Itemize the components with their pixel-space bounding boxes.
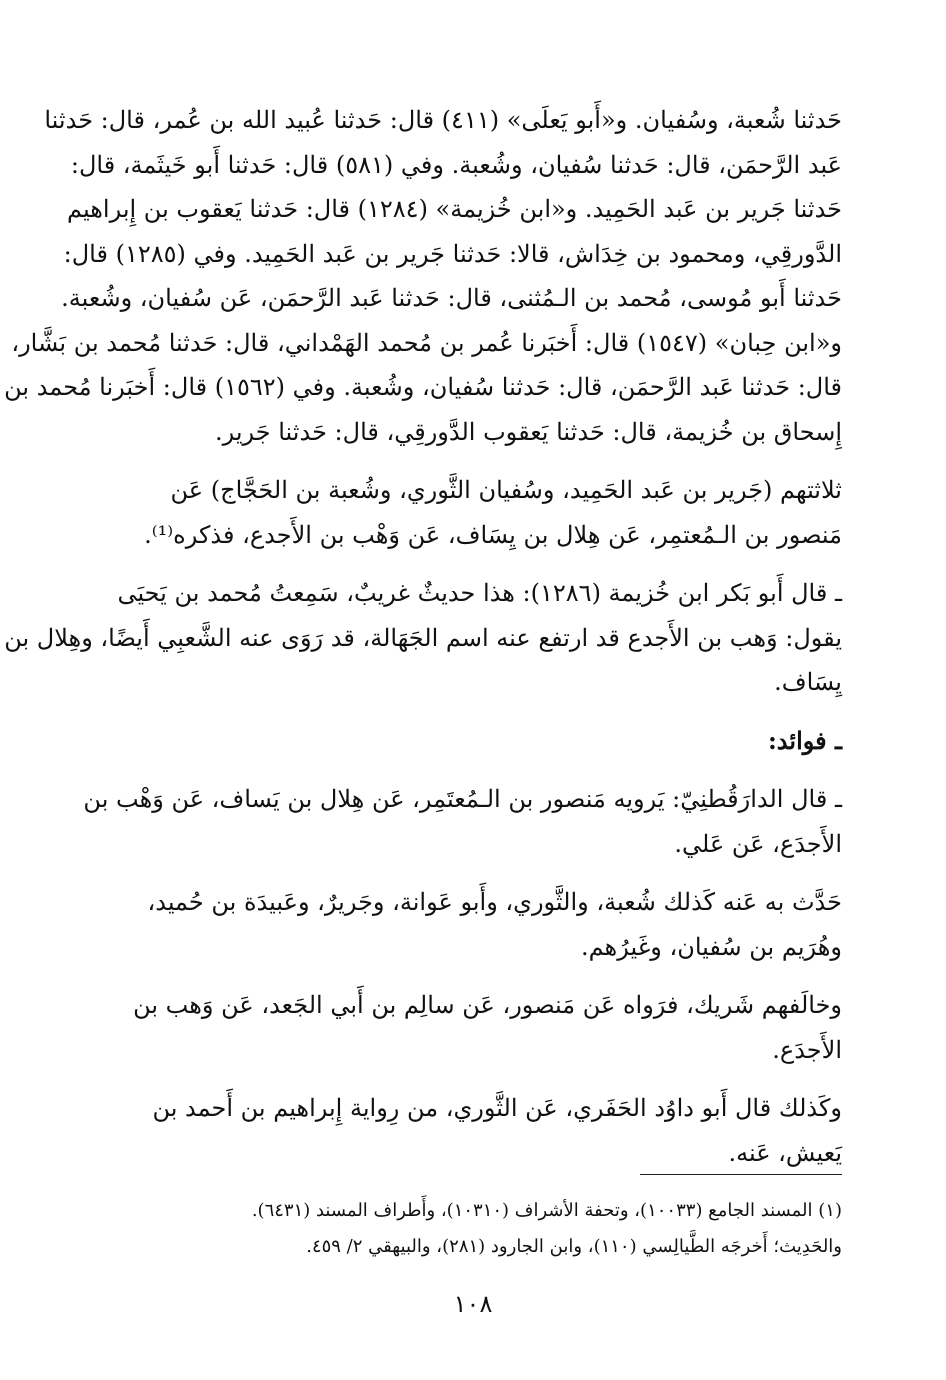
text-line: ثلاثتهم (جَرير بن عَبد الحَمِيد، وسُفيان الثَّوري، وشُعبة بن الحَجَّاج) عَن (170, 476, 842, 504)
text-line: يِسَاف. (774, 668, 842, 696)
main-text (4, 98, 842, 1175)
text-line: الأَجدَع. (772, 1035, 842, 1064)
page-number: ١٠٨ (453, 1290, 493, 1318)
text-line: حَدثنا جَرير بن عَبد الحَمِيد. و«ابن خُزيمة» (١٢٨٤) قال: حَدثنا يَعقوب بن إِبراهيم (67, 195, 842, 223)
footnote-divider (640, 1174, 842, 1175)
text-line: الأَجدَع، عَن عَلي. (674, 829, 842, 858)
paragraph-haddatha (100, 880, 842, 969)
text-line: وخالَفهم شَريك، فرَواه عَن مَنصور، عَن سالِم بن أَبي الجَعد، عَن وَهب بن (133, 991, 842, 1019)
paragraph-daraqutni (83, 777, 842, 866)
text-line: الدَّورقِي، ومحمود بن خِدَاش، قالا: حَدثنا جَرير بن عَبد الحَمِيد. وفي (١٢٨٥) قال: (63, 239, 842, 268)
section-heading-fawaid: ـ فوائد: (767, 725, 842, 755)
text-line: يقول: وَهب بن الأَجدع قد ارتفع عنه اسم الجَهَالة، قد رَوَى عنه الشَّعبِي أَيضًا، وهِلال بن (4, 623, 842, 652)
paragraph-ibn-khuzayma (4, 571, 842, 705)
text-line: يَعيش، عَنه. (728, 1138, 842, 1167)
text-line: ـ قال الدارَقُطنِيّ: يَرويه مَنصور بن الـمُعتَمِر، عَن هِلال بن يَساف، عَن وَهْب بن (83, 785, 842, 813)
footnote-line: والحَدِيث؛ أَخرجَه الطَّيالِسي (١١٠)، وابن الجارود (٢٨١)، والبيهقي ٢/ ٤٥٩. (306, 1236, 842, 1257)
text-line: ـ قال أَبو بَكر ابن خُزيمة (١٢٨٦): هذا حديثٌ غريبٌ، سَمِعتُ مُحمد بن يَحيَى (117, 579, 842, 607)
paragraph-khalafahum (100, 983, 842, 1072)
text-line: وكَذلك قال أَبو داوُد الحَفَري، عَن الثَّوري، من رِواية إِبراهيم بن أَحمد بن (152, 1094, 842, 1122)
footnote-line: (١) المسند الجامع (١٠٠٣٣)، وتحفة الأشراف (١٠٣١٠)، وأَطراف المسند (٦٤٣١). (251, 1200, 842, 1221)
text-line: حَدثنا شُعبة، وسُفيان. و«أَبو يَعلَى» (٤١١) قال: حَدثنا عُبيد الله بن عُمر، قال: حَدثنا (44, 106, 842, 134)
paragraph-takhrij (4, 98, 842, 454)
paragraph-kadhalika (100, 1086, 842, 1175)
paragraph-thalathatuhum (100, 468, 842, 557)
text-line: حَدثنا أَبو مُوسى، مُحمد بن الـمُثنى، قال: حَدثنا عَبد الرَّحمَن، عَن سُفيان، وشُعبة. (61, 284, 842, 312)
text-line: إِسحاق بن خُزيمة، قال: حَدثنا يَعقوب الدَّورقِي، قال: حَدثنا جَرير. (214, 417, 842, 446)
footnotes (160, 1193, 842, 1265)
text-line: مَنصور بن الـمُعتمِر، عَن هِلال بن يِسَاف، عَن وَهْب بن الأَجدع، فذكره⁽¹⁾. (144, 520, 842, 549)
text-line: وهُرَيم بن سُفيان، وغَيرُهم. (580, 932, 842, 961)
text-line: عَبد الرَّحمَن، قال: حَدثنا سُفيان، وشُعبة. وفي (٥٨١) قال: حَدثنا أَبو خَيثَمة، قال: (70, 150, 842, 179)
text-line: حَدَّث به عَنه كَذلك شُعبة، والثَّوري، وأَبو عَوانة، وجَريرٌ، وعَبيدَة بن حُميد، (147, 888, 842, 916)
text-line: و«ابن حِبان» (١٥٤٧) قال: أَخبَرنا عُمر بن مُحمد الهَمْداني، قال: حَدثنا مُحمد بن بَشَّار، (11, 328, 842, 357)
text-line: قال: حَدثنا عَبد الرَّحمَن، قال: حَدثنا سُفيان، وشُعبة. وفي (١٥٦٢) قال: أَخبَرنا مُحمد بن (4, 373, 842, 401)
